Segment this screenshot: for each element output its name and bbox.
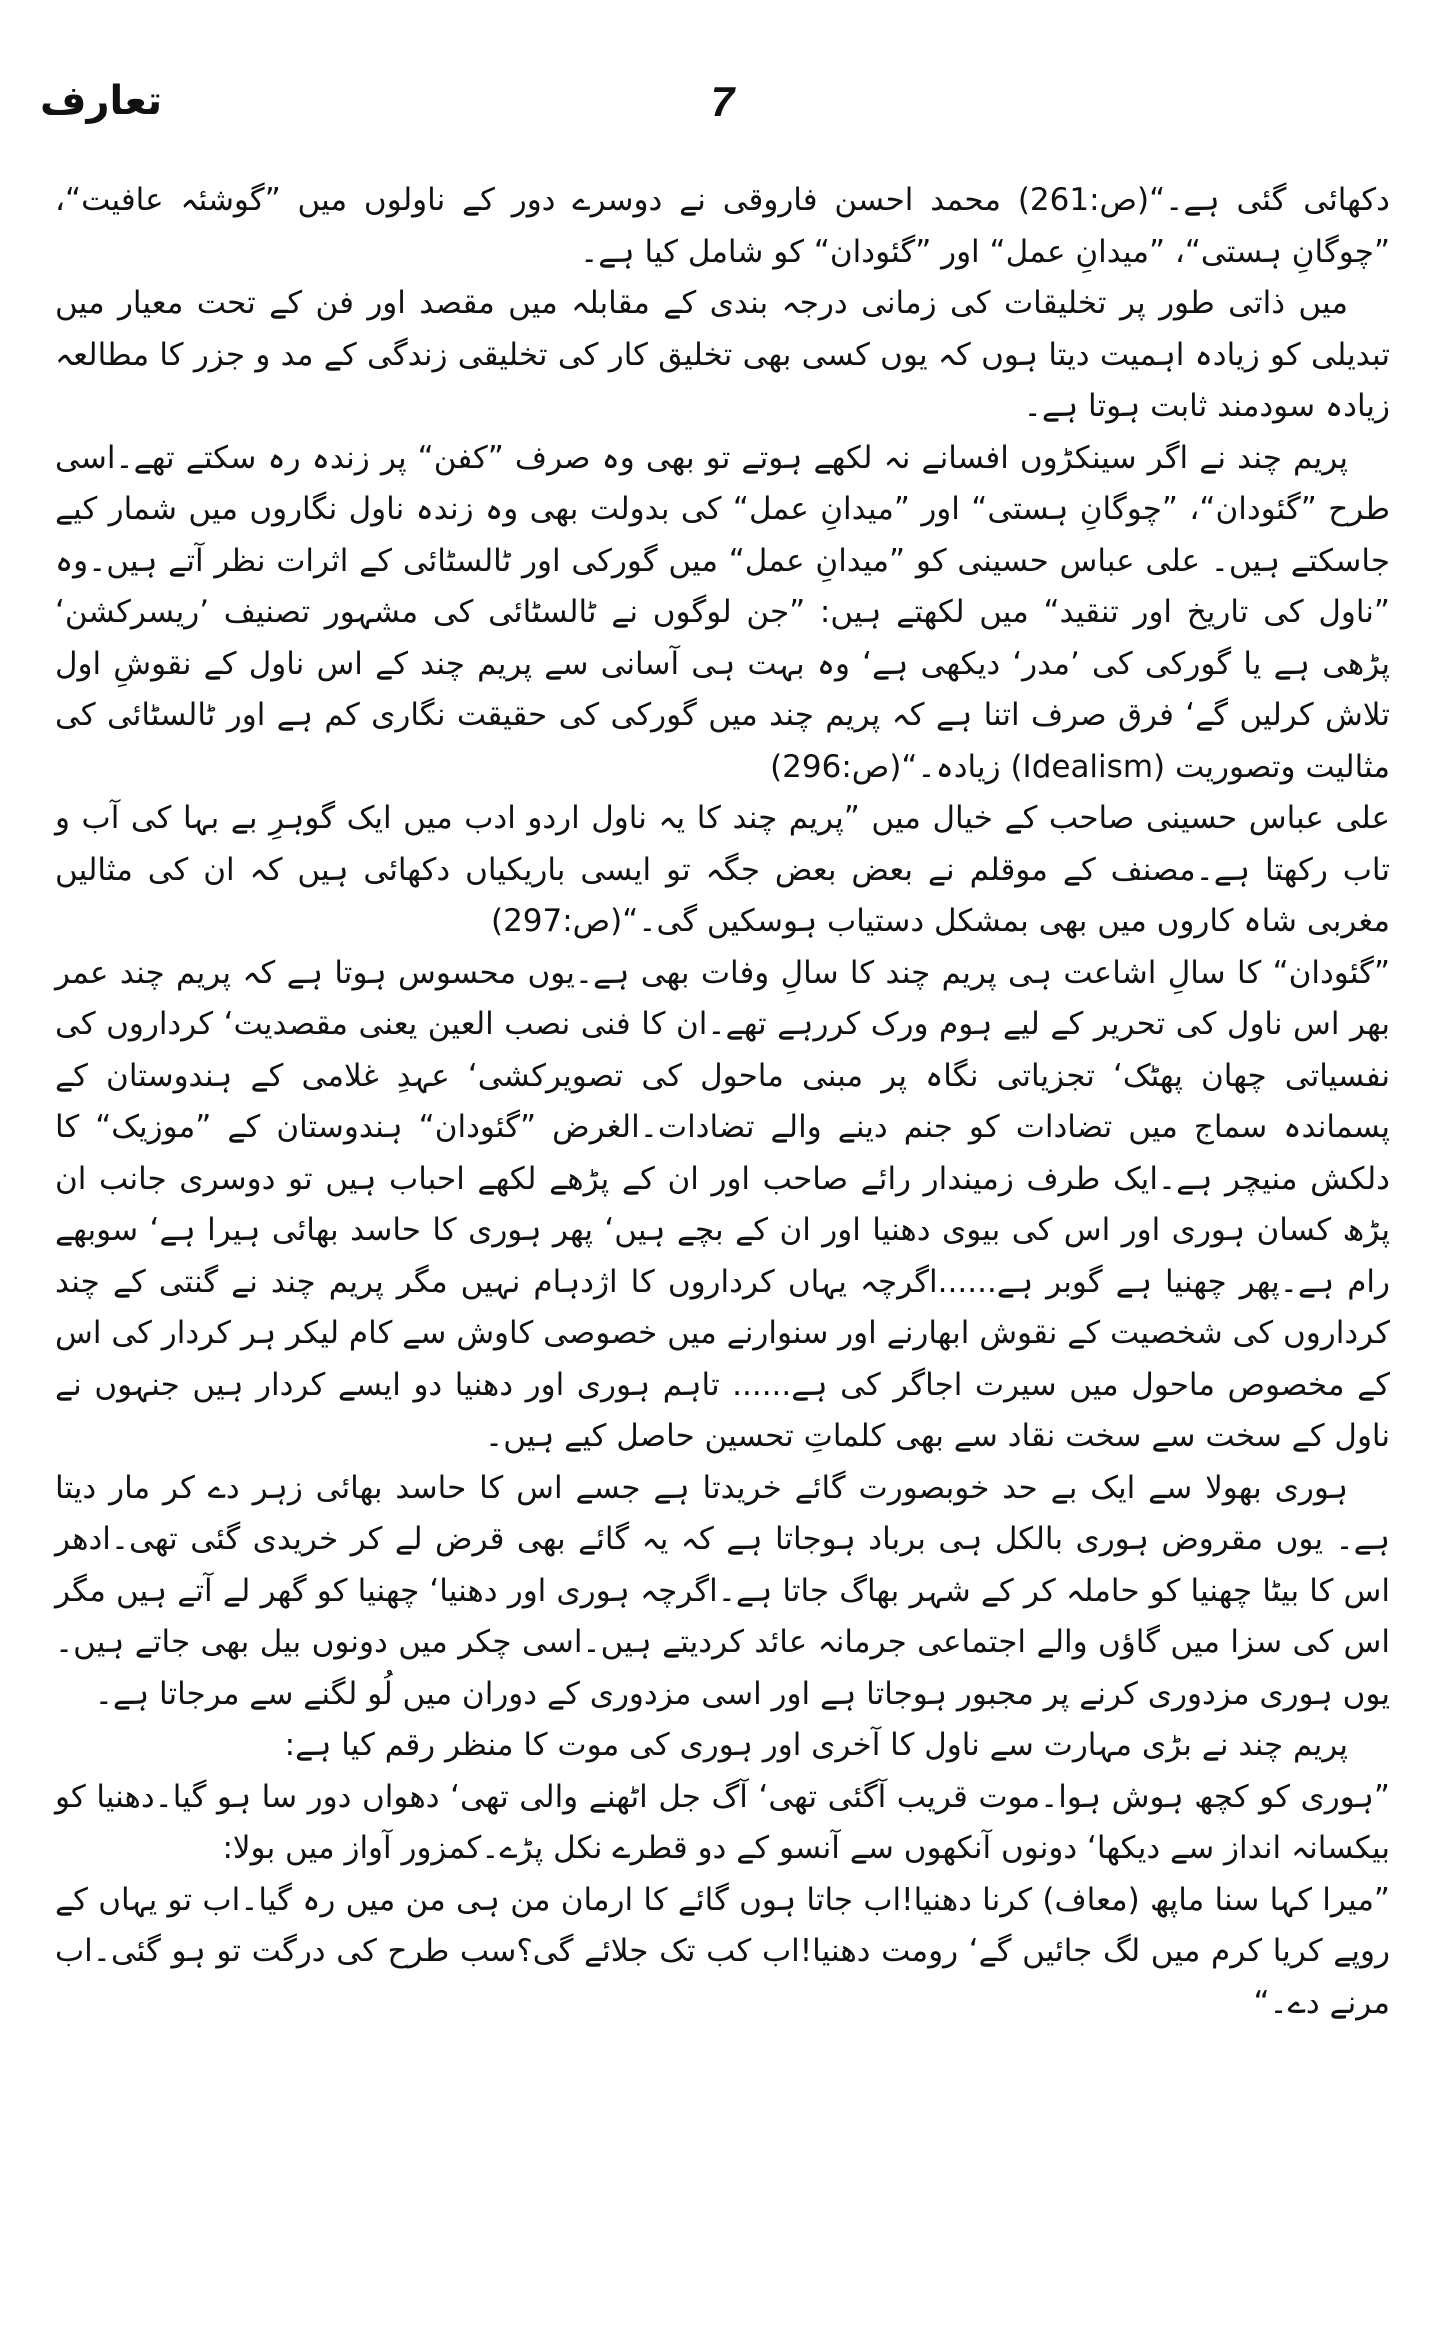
quote-paragraph: ”میرا کہا سنا ماپھ (معاف) کرنا دھنیا!اب جاتا ہوں گائے کا ارمان من ہی من میں رہ گیا۔اب تو یہاں کے روپے کریا کرم میں لگ جائیں گے‘ رومت دھنیا!اب کب تک جلائے گی؟سب طرح کی درگت تو ہو گئی۔اب مرنے دے۔“ bbox=[55, 1881, 1390, 2021]
paragraph: دکھائی گئی ہے۔“(ص:261) محمد احسن فاروقی نے دوسرے دور کے ناولوں میں ”گوشئہ عافیت“، ”چوگانِ ہستی“، ”میدانِ عمل“ اور ”گئودان“ کو شامل کیا ہے۔ bbox=[55, 182, 1390, 270]
paragraph: ”گئودان“ کا سالِ اشاعت ہی پریم چند کا سالِ وفات بھی ہے۔یوں محسوس ہوتا ہے کہ پریم چند عمر بھر اس ناول کی تحریر کے لیے ہوم ورک کررہے تھے۔ان کا فنی نصب العین یعنی مقصدیت‘ کرداروں کی نفسیاتی چھان پھٹک‘ تجزیاتی نگاہ پر مبنی ماحول کی تصویرکشی‘ عہدِ غلامی کے ہندوستان کے پسماندہ سماج میں تضادات کو جنم دینے والے تضادات۔الغرض ”گئودان“ ہندوستان کے ”موزیک“ کا دلکش منیچر ہے۔ایک طرف زمیندار رائے صاحب اور ان کے پڑھے لکھے احباب ہیں تو دوسری جانب ان پڑھ کسان ہوری اور اس کی بیوی دھنیا اور ان کے بچے ہیں‘ پھر ہوری کا حاسد بھائی ہیرا ہے‘ سوبھے رام ہے۔پھر چھنیا ہے گوبر ہے......اگرچہ یہاں کرداروں کا اژدہام نہیں مگر پریم چند نے گنتی کے چند کرداروں کی شخصیت کے نقوش ابھارنے اور سنوارنے میں خصوصی کاوش سے کام لیکر ہر کردار کی اس کے مخصوص ماحول میں سیرت اجاگر کی ہے...... تاہم ہوری اور دھنیا دو ایسے کردار ہیں جنہوں نے ناول کے سخت سے سخت نقاد سے بھی کلماتِ تحسین حاصل کیے ہیں۔ bbox=[55, 954, 1390, 1454]
quote-paragraph: ”ہوری کو کچھ ہوش ہوا۔موت قریب آگئی تھی‘ آگ جل اٹھنے والی تھی‘ دھواں دور سا ہو گیا۔دھنیا کو بیکسانہ انداز سے دیکھا‘ دونوں آنکھوں سے آنسو کے دو قطرے نکل پڑے۔کمزور آواز میں بولا: bbox=[55, 1778, 1390, 1866]
page-header bbox=[40, 78, 1405, 148]
chapter-title: تعارف bbox=[40, 78, 163, 124]
page-number: 7 bbox=[710, 78, 735, 125]
paragraph: پریم چند نے بڑی مہارت سے ناول کا آخری اور ہوری کی موت کا منظر رقم کیا ہے: bbox=[284, 1727, 1348, 1763]
paragraph: ہوری بھولا سے ایک بے حد خوبصورت گائے خریدتا ہے جسے اس کا حاسد بھائی زہر دے کر مار دیتا ہے۔ یوں مقروض ہوری بالکل ہی برباد ہوجاتا ہے کہ یہ گائے بھی قرض لے کر خریدی گئی تھی۔ادھر اس کا بیٹا چھنیا کو حاملہ کر کے شہر بھاگ جاتا ہے۔اگرچہ ہوری اور دھنیا‘ چھنیا کو گھر لے آتے ہیں مگر اس کی سزا میں گاؤں والے اجتماعی جرمانہ عائد کردیتے ہیں۔اسی چکر میں دونوں بیل بھی جاتے ہیں۔یوں ہوری مزدوری کرنے پر مجبور ہوجاتا ہے اور اسی مزدوری کے دوران میں لُو لگنے سے مرجاتا ہے۔ bbox=[55, 1469, 1390, 1712]
paragraph: میں ذاتی طور پر تخلیقات کی زمانی درجہ بندی کے مقابلہ میں مقصد اور فن کے تحت معیار میں تبدیلی کو زیادہ اہمیت دیتا ہوں کہ یوں کسی بھی تخلیق کار کی تخلیقی زندگی کے مد و جزر کا مطالعہ زیادہ سودمند ثابت ہوتا ہے۔ bbox=[55, 285, 1390, 424]
paragraph: پریم چند نے اگر سینکڑوں افسانے نہ لکھے ہوتے تو بھی وہ صرف ”کفن“ پر زندہ رہ سکتے تھے۔اسی طرح ”گئودان“، ”چوگانِ ہستی“ اور ”میدانِ عمل“ کی بدولت بھی وہ زندہ ناول نگاروں میں شمار کیے جاسکتے ہیں۔ علی عباس حسینی کو ”میدانِ عمل“ میں گورکی اور ٹالسٹائی کے اثرات نظر آتے ہیں۔وہ ”ناول کی تاریخ اور تنقید“ میں لکھتے ہیں: ”جن لوگوں نے ٹالسٹائی کی مشہور تصنیف ’ریسرکشن‘ پڑھی ہے یا گورکی کی ’مدر‘ دیکھی ہے‘ وہ بہت ہی آسانی سے پریم چند کے اس ناول کے نقوشِ اول تلاش کرلیں گے‘ فرق صرف اتنا ہے کہ پریم چند میں گورکی کی حقیقت نگاری کم ہے اور ٹالسٹائی کی مثالیت وتصوریت (Idealism) زیادہ۔“(ص:296) bbox=[55, 439, 1390, 785]
body-text bbox=[55, 175, 1390, 2029]
paragraph: علی عباس حسینی صاحب کے خیال میں ”پریم چند کا یہ ناول اردو ادب میں ایک گوہرِ بے بہا کی آب و تاب رکھتا ہے۔مصنف کے موقلم نے بعض بعض جگہ تو ایسی باریکیاں دکھائی ہیں کہ ان کی مثالیں مغربی شاہ کاروں میں بھی بمشکل دستیاب ہوسکیں گی۔“(ص:297) bbox=[55, 800, 1390, 939]
